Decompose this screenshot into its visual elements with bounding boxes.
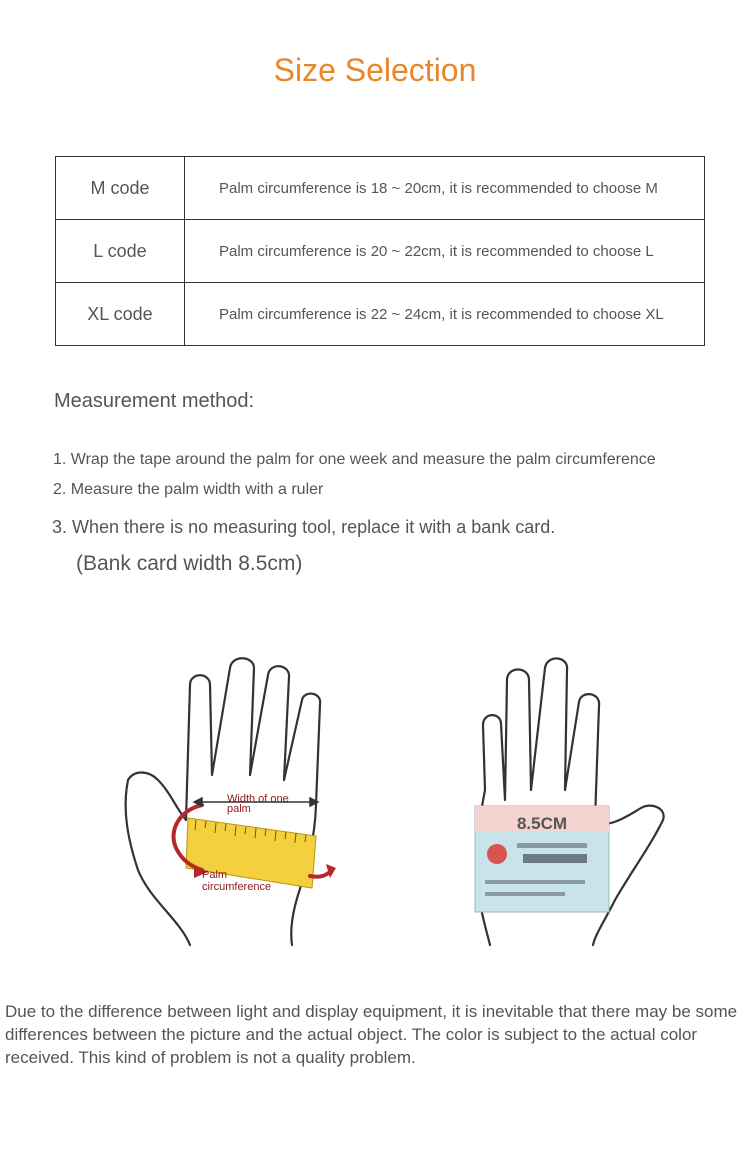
measurement-step-2: 2. Measure the palm width with a ruler	[53, 481, 324, 498]
bank-card-illustration	[455, 640, 695, 960]
palm-width-label-line2: palm	[227, 803, 251, 815]
table-row	[56, 283, 705, 346]
measurement-heading: Measurement method:	[54, 390, 255, 412]
measurement-step-3: 3. When there is no measuring tool, replace it with a bank card.	[52, 517, 556, 537]
size-code-m: M code	[56, 157, 185, 220]
size-code-xl: XL code	[56, 283, 185, 346]
palm-width-label-line1: Width of one	[227, 793, 289, 805]
size-description-m: Palm circumference is 18 ~ 20cm, it is recommended to choose M	[185, 157, 705, 220]
card-width-label: 8.5CM	[516, 814, 568, 833]
size-description-xl: Palm circumference is 22 ~ 24cm, it is recommended to choose XL	[185, 283, 705, 346]
size-code-l: L code	[56, 220, 185, 283]
palm-measure-illustration	[110, 640, 350, 960]
table-row	[56, 220, 705, 283]
size-description-l: Palm circumference is 20 ~ 22cm, it is recommended to choose L	[185, 220, 705, 283]
arrow-head-icon	[326, 864, 336, 878]
page-title: Size Selection	[273, 52, 477, 88]
palm-circ-label-line2: circumference	[202, 881, 272, 893]
table-row	[56, 157, 705, 220]
disclaimer-text: Due to the difference between light and display equipment, it is inevitable that there may be some differences between the picture and the actual object. The color is subject to the actual color received. This kind of problem is not a quality problem.	[5, 1002, 738, 1067]
measurement-step-1: 1. Wrap the tape around the palm for one week and measure the palm circumference	[53, 451, 656, 468]
size-table	[55, 156, 705, 346]
palm-circ-label-line1: Palm	[202, 869, 228, 881]
bank-card-note: (Bank card width 8.5cm)	[76, 552, 303, 575]
